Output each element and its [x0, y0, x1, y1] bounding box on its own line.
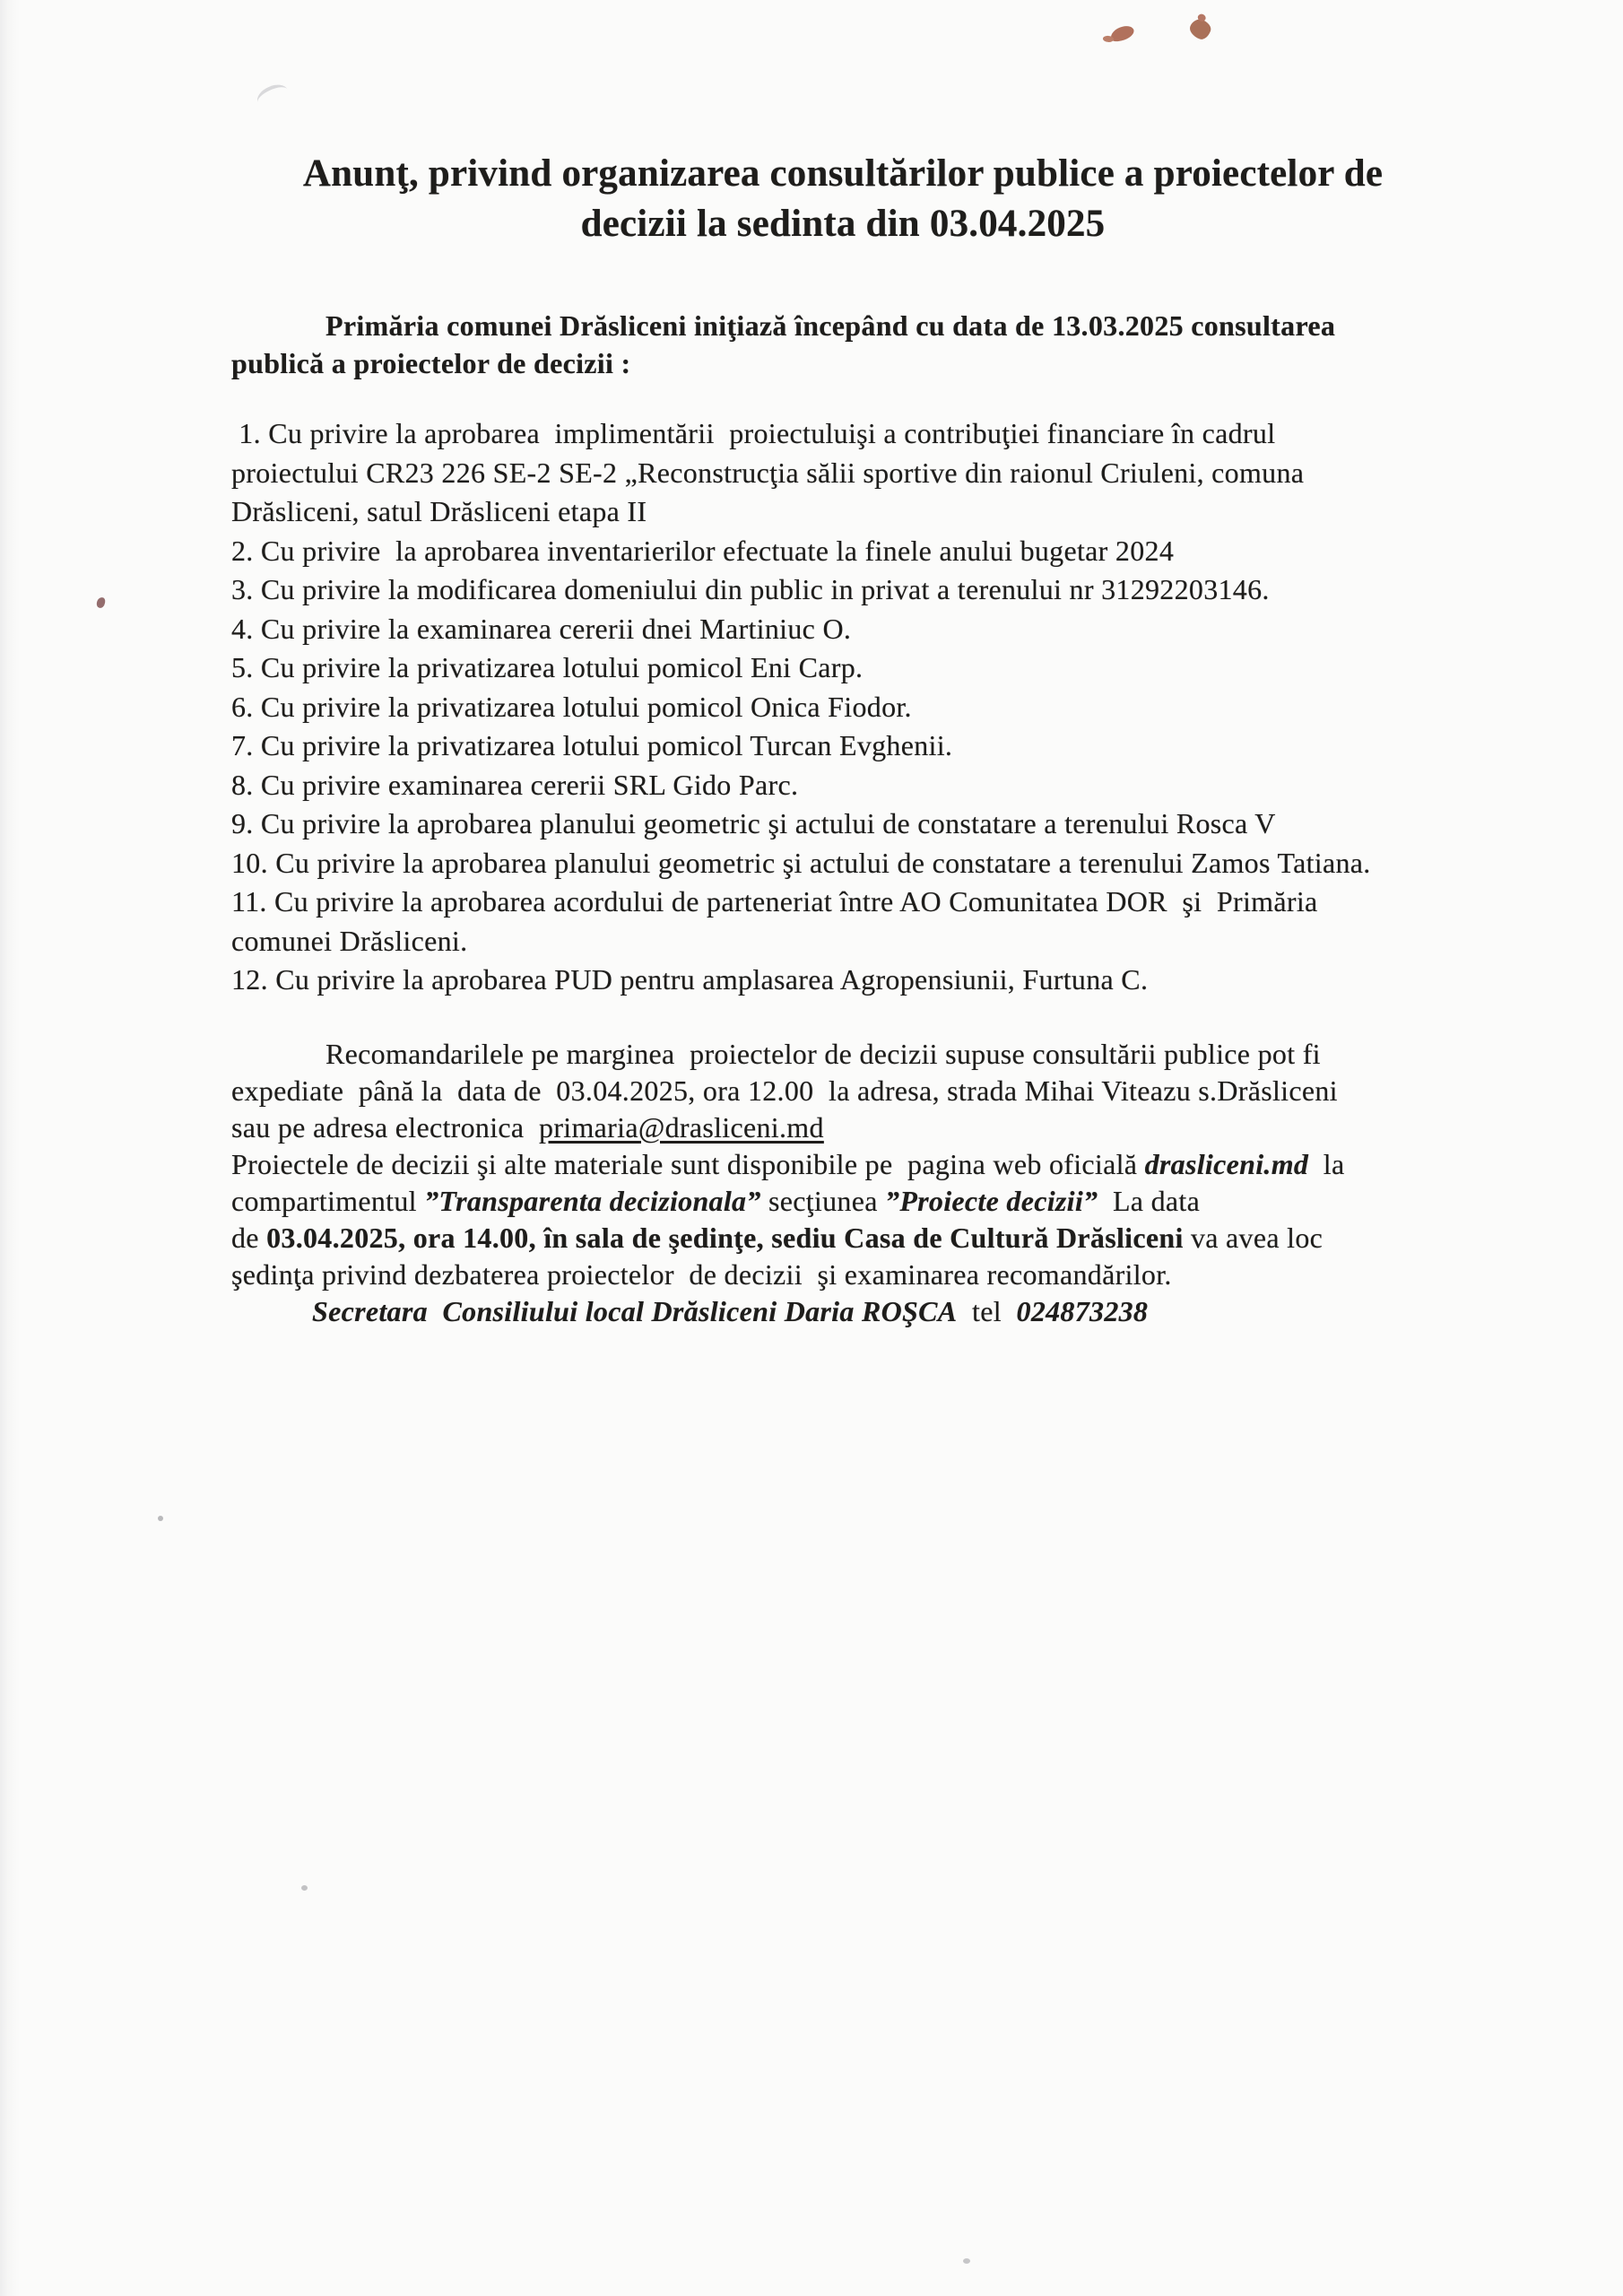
- list-item-10: 10. Cu privire la aprobarea planului geometric şi actului de constatare a terenului Zamos Tatiana.: [231, 846, 1371, 879]
- signature-line: [231, 1293, 1541, 1330]
- closing-paragraph: [231, 1036, 1541, 1330]
- list-item-6: 6. Cu privire la privatizarea lotului pomicol Onica Fiodor.: [231, 690, 912, 723]
- list-item-1-line-3: Drăsliceni, satul Drăsliceni etapa II: [231, 495, 647, 527]
- list-item-2: 2. Cu privire la aprobarea inventarierilor efectuate la finele anului bugetar 2024: [231, 534, 1175, 567]
- list-item-1-line-1: 1. Cu privire la aprobarea implimentării proiectuluişi a contribuţiei financiare în cadrul: [231, 417, 1276, 449]
- ink-stain: [1109, 24, 1136, 43]
- list-item-3: 3. Cu privire la modificarea domeniului din public in privat a terenului nr 31292203146.: [231, 573, 1270, 605]
- list-item-7: 7. Cu privire la privatizarea lotului pomicol Turcan Evghenii.: [231, 729, 953, 761]
- section-label: compartimentul: [231, 1184, 425, 1217]
- document-title: [161, 149, 1524, 249]
- scan-speck: [963, 2258, 970, 2264]
- secretary-name: Secretara Consiliului local Drăsliceni Daria ROŞCA: [312, 1294, 958, 1327]
- website-label: Proiectele de decizii şi alte materiale sunt disponibile pe pagina web oficială: [231, 1147, 1145, 1180]
- list-item-5: 5. Cu privire la privatizarea lotului pomicol Eni Carp.: [231, 651, 864, 683]
- email-address: primaria@drasliceni.md: [539, 1110, 824, 1144]
- spacer: [231, 1000, 1541, 1036]
- list-item-8: 8. Cu privire examinarea cererii SRL Gido Parc.: [231, 768, 799, 801]
- outro-line-6-lead: de: [231, 1221, 267, 1254]
- outro-line-6: [231, 1220, 1541, 1257]
- document-body: [231, 307, 1541, 1330]
- outro-line-5: [231, 1183, 1541, 1220]
- decision-list: [231, 414, 1541, 1000]
- tel-label: tel: [957, 1294, 1017, 1327]
- list-item-9: 9. Cu privire la aprobarea planului geometric şi actului de constatare a terenului Rosca V: [231, 807, 1276, 839]
- scan-speck: [158, 1516, 163, 1521]
- ink-stain: [1187, 17, 1213, 42]
- outro-line-5-tail: La data: [1098, 1184, 1201, 1217]
- pencil-mark: [254, 81, 291, 112]
- intro-line-2: publică a proiectelor de decizii :: [231, 347, 631, 379]
- intro-paragraph: [231, 307, 1541, 382]
- website-name: drasliceni.md: [1144, 1147, 1309, 1180]
- ink-speck: [96, 596, 106, 608]
- outro-line-4: [231, 1146, 1541, 1183]
- title-line-1: Anunţ, privind organizarea consultărilor publice a proiectelor de: [302, 152, 1384, 195]
- scan-speck: [301, 1885, 308, 1891]
- meeting-date-place: 03.04.2025, ora 14.00, în sala de şedinţe, sediu Casa de Cultură Drăsliceni: [266, 1221, 1184, 1254]
- phone-number: 024873238: [1016, 1294, 1149, 1327]
- outro-line-4-tail: la: [1308, 1147, 1345, 1180]
- list-item-1-line-2: proiectului CR23 226 SE-2 SE-2 „Reconstrucţia sălii sportive din raionul Criuleni, comuna: [231, 456, 1305, 489]
- list-item-11-line-1: 11. Cu privire la aprobarea acordului de parteneriat între AO Comunitatea DOR şi Primăria: [231, 885, 1318, 918]
- section-name-projects: ”Proiecte decizii”: [885, 1184, 1098, 1217]
- outro-line-3: [231, 1109, 1541, 1146]
- outro-line-6-tail: va avea loc: [1183, 1221, 1324, 1254]
- spacer: [231, 382, 1541, 414]
- subsection-label: secţiunea: [760, 1184, 886, 1217]
- section-name-transparency: ”Transparenta decizionala”: [424, 1184, 761, 1217]
- outro-line-1: Recomandarilele pe marginea proiectelor de decizii supuse consultării publice pot fi: [325, 1037, 1321, 1070]
- list-item-4: 4. Cu privire la examinarea cererii dnei Martiniuc O.: [231, 612, 852, 645]
- outro-line-7: şedinţa privind dezbaterea proiectelor de decizii şi examinarea recomandărilor.: [231, 1257, 1172, 1291]
- title-line-2: decizii la sedinta din 03.04.2025: [580, 203, 1106, 245]
- outro-line-2: expediate până la data de 03.04.2025, ora 12.00 la adresa, strada Mihai Viteazu s.Drăsliceni: [231, 1074, 1338, 1107]
- list-item-11-line-2: comunei Drăsliceni.: [231, 924, 468, 957]
- email-label: sau pe adresa electronica: [231, 1110, 540, 1144]
- intro-line-1: Primăria comunei Drăsliceni iniţiază începând cu data de 13.03.2025 consultarea: [325, 309, 1336, 342]
- list-item-12: 12. Cu privire la aprobarea PUD pentru amplasarea Agropensiunii, Furtuna C.: [231, 963, 1149, 996]
